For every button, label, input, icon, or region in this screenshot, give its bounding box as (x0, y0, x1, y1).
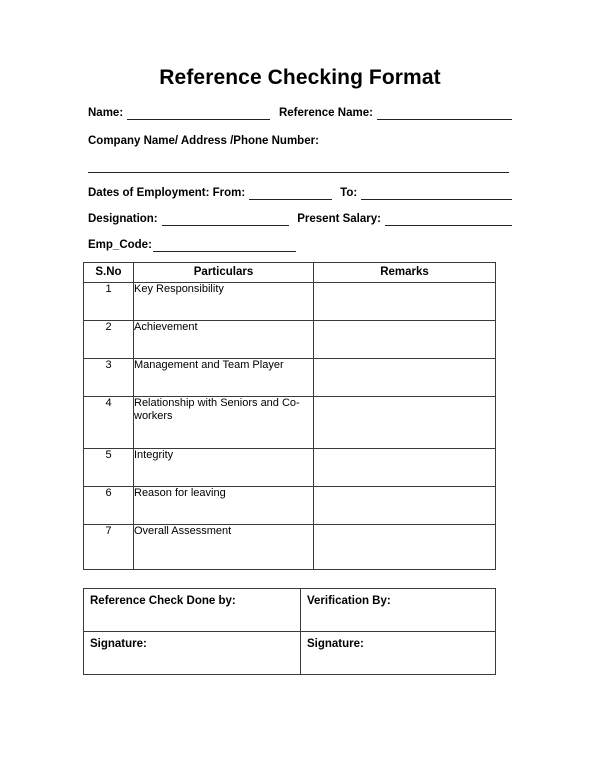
to-label: To: (340, 187, 358, 199)
reference-name-label: Reference Name: (278, 107, 373, 119)
present-salary-label: Present Salary: (297, 213, 381, 225)
signature-row-done-by (84, 589, 496, 632)
table-header-row (84, 263, 496, 283)
company-input[interactable] (88, 172, 509, 173)
verification-by-cell[interactable]: Verification By: (301, 589, 496, 632)
table-row (84, 283, 496, 321)
cell-particulars: Overall Assessment (134, 525, 314, 570)
signature-table (83, 588, 496, 675)
assessment-table (83, 262, 496, 570)
table-row (84, 321, 496, 359)
signature-right-cell[interactable]: Signature: (301, 632, 496, 675)
emp-code-input[interactable] (153, 240, 296, 252)
present-salary-input[interactable] (385, 214, 512, 226)
table-row (84, 449, 496, 487)
company-label: Company Name/ Address /Phone Number: (88, 135, 319, 147)
cell-particulars: Reason for leaving (134, 487, 314, 525)
page-title: Reference Checking Format (159, 66, 441, 89)
cell-remarks[interactable] (314, 397, 496, 449)
column-header-remarks: Remarks (314, 263, 496, 283)
cell-sno: 2 (84, 321, 134, 359)
column-header-sno: S.No (84, 263, 134, 283)
cell-remarks[interactable] (314, 487, 496, 525)
field-row-name (88, 106, 512, 120)
cell-particulars: Key Responsibility (134, 283, 314, 321)
cell-remarks[interactable] (314, 321, 496, 359)
signature-row-signature (84, 632, 496, 675)
to-date-input[interactable] (361, 188, 512, 200)
field-row-emp-code (88, 238, 512, 252)
designation-label: Designation: (88, 213, 158, 225)
cell-sno: 6 (84, 487, 134, 525)
cell-remarks[interactable] (314, 525, 496, 570)
table-row (84, 487, 496, 525)
emp-code-label: Emp_Code: (88, 239, 152, 251)
cell-particulars: Management and Team Player (134, 359, 314, 397)
field-row-company (88, 134, 512, 148)
name-label: Name: (88, 107, 124, 119)
dates-of-employment-label: Dates of Employment: From: (88, 187, 246, 199)
cell-particulars: Achievement (134, 321, 314, 359)
signature-left-cell[interactable]: Signature: (84, 632, 301, 675)
cell-particulars: Integrity (134, 449, 314, 487)
from-date-input[interactable] (249, 188, 332, 200)
cell-sno: 7 (84, 525, 134, 570)
cell-remarks[interactable] (314, 283, 496, 321)
table-row (84, 397, 496, 449)
cell-sno: 4 (84, 397, 134, 449)
column-header-particulars: Particulars (134, 263, 314, 283)
field-row-designation (88, 212, 512, 226)
designation-input[interactable] (162, 214, 289, 226)
reference-check-done-by-cell[interactable]: Reference Check Done by: (84, 589, 301, 632)
reference-name-input[interactable] (377, 108, 512, 120)
cell-sno: 1 (84, 283, 134, 321)
cell-sno: 3 (84, 359, 134, 397)
field-row-dates (88, 186, 512, 200)
cell-remarks[interactable] (314, 359, 496, 397)
name-input[interactable] (127, 108, 270, 120)
table-row (84, 525, 496, 570)
cell-remarks[interactable] (314, 449, 496, 487)
cell-sno: 5 (84, 449, 134, 487)
table-row (84, 359, 496, 397)
cell-particulars: Relationship with Seniors and Co-workers (134, 397, 314, 449)
